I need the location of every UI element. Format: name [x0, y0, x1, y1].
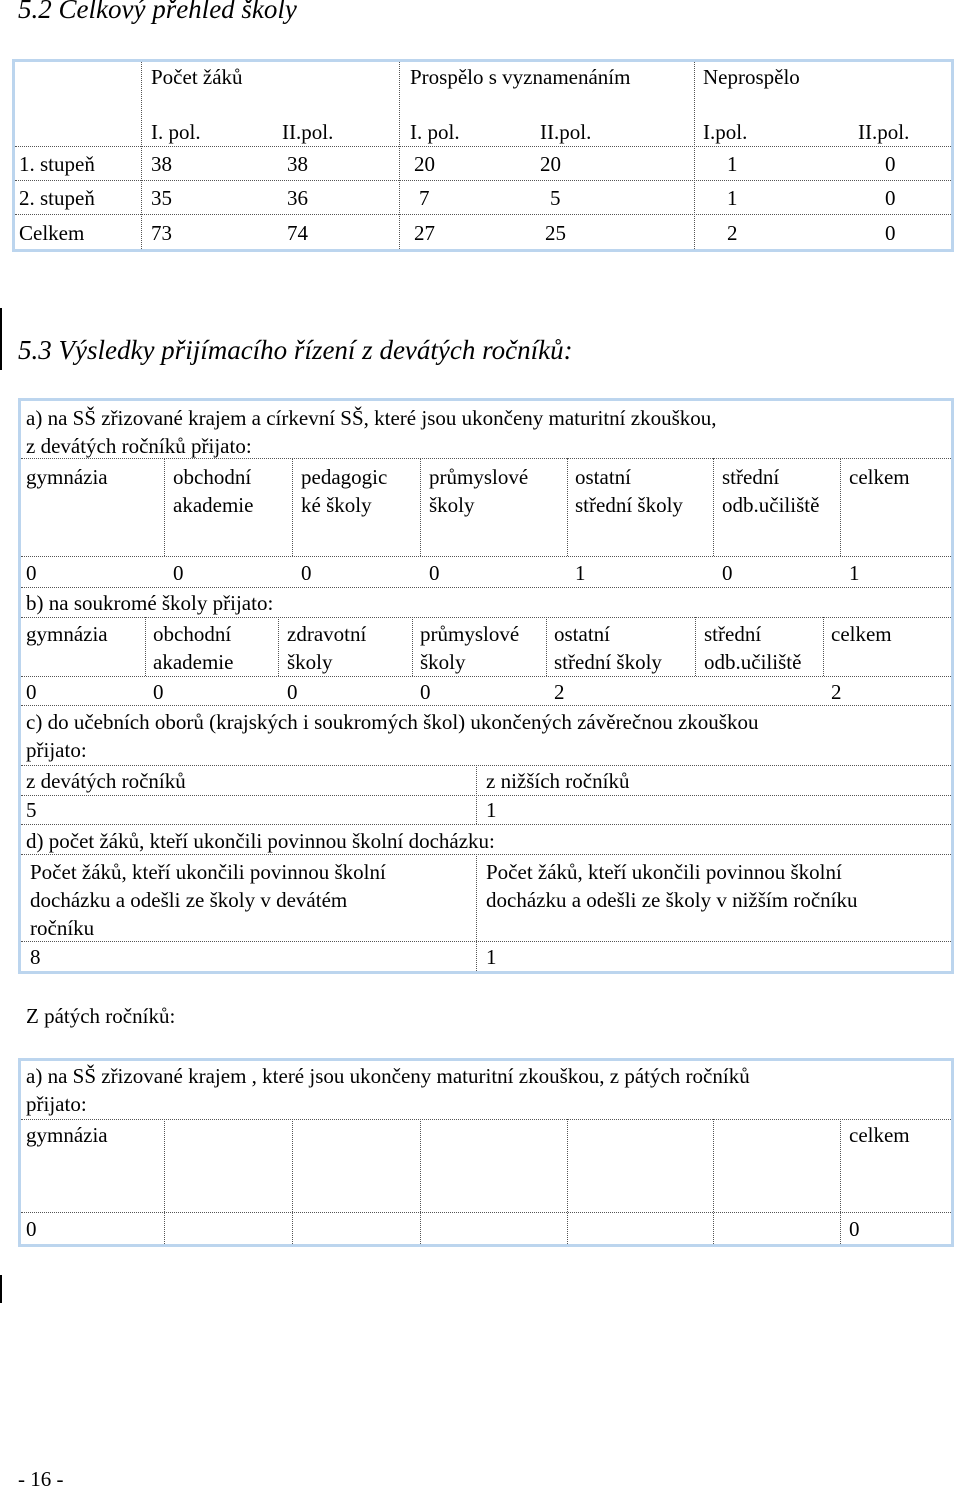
section-5-3-title: 5.3 Výsledky přijímacího řízení z devátých ročníků:: [18, 335, 573, 365]
d-value: 8: [30, 945, 41, 969]
fifth-grade-title: Z pátých ročníků:: [26, 1004, 176, 1028]
table-cell: 0: [885, 186, 896, 210]
fifth-value: 0: [26, 1217, 37, 1241]
a-header-pedagogicke-2: ké školy: [301, 493, 372, 517]
table-cell: 36: [287, 186, 308, 210]
a-header-stredni-odb: střední: [722, 465, 780, 489]
b-header-stredni-odb: střední: [704, 622, 762, 646]
change-bar: [0, 308, 2, 370]
a-value: 0: [301, 561, 312, 585]
a-header-pedagogicke: pedagogic: [301, 465, 388, 489]
a-header-ostatni: ostatní: [575, 465, 631, 489]
subheader: II.pol.: [540, 120, 592, 144]
c-value: 1: [486, 798, 497, 822]
a-header-prumyslove: průmyslové: [429, 465, 529, 489]
row-label: 1. stupeň: [19, 152, 95, 176]
table-cell: 0: [885, 221, 896, 245]
b-header-obchodni: obchodní: [153, 622, 232, 646]
subheader: II.pol.: [858, 120, 910, 144]
a-value: 1: [849, 561, 860, 585]
d-value: 1: [486, 945, 497, 969]
subheader: I.pol.: [703, 120, 748, 144]
table-cell: 73: [151, 221, 172, 245]
part-a-line1: a) na SŠ zřizované krajem a církevní SŠ, které jsou ukončeny maturitní zkouškou,: [26, 406, 717, 430]
fifth-header-gymnazia: gymnázia: [26, 1123, 108, 1147]
a-value: 0: [173, 561, 184, 585]
b-header-obchodni-2: akademie: [153, 650, 234, 674]
table-cell: 0: [885, 152, 896, 176]
table-cell: 1: [727, 186, 738, 210]
section-5-2-title: 5.2 Celkový přehled školy: [18, 0, 297, 24]
a-value: 1: [575, 561, 586, 585]
subheader: I. pol.: [151, 120, 201, 144]
header-neprospelo: Neprospělo: [703, 65, 800, 89]
b-header-prumyslove-2: školy: [420, 650, 466, 674]
table-cell: 25: [545, 221, 566, 245]
subheader: I. pol.: [410, 120, 460, 144]
a-value: 0: [26, 561, 37, 585]
d-right-line1: Počet žáků, kteří ukončili povinnou školní: [486, 860, 842, 884]
a-header-obchodni-2: akademie: [173, 493, 254, 517]
part-d-label: d) počet žáků, kteří ukončili povinnou školní docházku:: [26, 829, 495, 853]
fifth-header-celkem: celkem: [849, 1123, 910, 1147]
b-header-ostatni-2: střední školy: [554, 650, 662, 674]
table-cell: 5: [550, 186, 561, 210]
b-header-stredni-odb-2: odb.učiliště: [704, 650, 802, 674]
page-number: - 16 -: [18, 1467, 64, 1491]
fifth-line2: přijato:: [26, 1092, 87, 1116]
fifth-line1: a) na SŠ zřizované krajem , které jsou ukončeny maturitní zkouškou, z pátých ročníků: [26, 1064, 750, 1088]
subheader: II.pol.: [282, 120, 334, 144]
c-header-nizsich: z nižších ročníků: [486, 769, 630, 793]
table-cell: 74: [287, 221, 308, 245]
table-cell: 2: [727, 221, 738, 245]
b-header-gymnazia: gymnázia: [26, 622, 108, 646]
a-header-ostatni-2: střední školy: [575, 493, 683, 517]
b-header-ostatni: ostatní: [554, 622, 610, 646]
table-cell: 35: [151, 186, 172, 210]
b-header-zdravotni: zdravotní: [287, 622, 367, 646]
a-header-prumyslove-2: školy: [429, 493, 475, 517]
header-prospelo: Prospělo s vyznamenáním: [410, 65, 631, 89]
row-label: Celkem: [19, 221, 85, 245]
b-value: 0: [153, 680, 164, 704]
a-value: 0: [429, 561, 440, 585]
a-value: 0: [722, 561, 733, 585]
change-bar: [0, 1275, 2, 1303]
c-header-devatych: z devátých ročníků: [26, 769, 186, 793]
fifth-value: 0: [849, 1217, 860, 1241]
a-header-celkem: celkem: [849, 465, 910, 489]
b-header-zdravotni-2: školy: [287, 650, 333, 674]
a-header-obchodni: obchodní: [173, 465, 252, 489]
table-cell: 27: [414, 221, 435, 245]
part-b-label: b) na soukromé školy přijato:: [26, 591, 274, 615]
b-value: 2: [831, 680, 842, 704]
table-cell: 20: [540, 152, 561, 176]
table-cell: 20: [414, 152, 435, 176]
table-cell: 38: [151, 152, 172, 176]
header-pocet-zaku: Počet žáků: [151, 65, 243, 89]
d-left-line1: Počet žáků, kteří ukončili povinnou školní: [30, 860, 386, 884]
part-a-line2: z devátých ročníků přijato:: [26, 434, 252, 458]
d-left-line3: ročníku: [30, 916, 95, 940]
c-value: 5: [26, 798, 37, 822]
b-header-prumyslove: průmyslové: [420, 622, 520, 646]
a-header-gymnazia: gymnázia: [26, 465, 108, 489]
table-cell: 1: [727, 152, 738, 176]
b-value: 0: [420, 680, 431, 704]
b-value: 0: [287, 680, 298, 704]
d-right-line2: docházku a odešli ze školy v nižším ročníku: [486, 888, 858, 912]
table-cell: 7: [419, 186, 430, 210]
a-header-stredni-odb-2: odb.učiliště: [722, 493, 820, 517]
d-left-line2: docházku a odešli ze školy v devátém: [30, 888, 348, 912]
b-value: 2: [554, 680, 565, 704]
b-value: 0: [26, 680, 37, 704]
part-c-line2: přijato:: [26, 738, 87, 762]
b-header-celkem: celkem: [831, 622, 892, 646]
table-cell: 38: [287, 152, 308, 176]
part-c-line1: c) do učebních oborů (krajských i soukromých škol) ukončených závěrečnou zkouškou: [26, 710, 759, 734]
row-label: 2. stupeň: [19, 186, 95, 210]
